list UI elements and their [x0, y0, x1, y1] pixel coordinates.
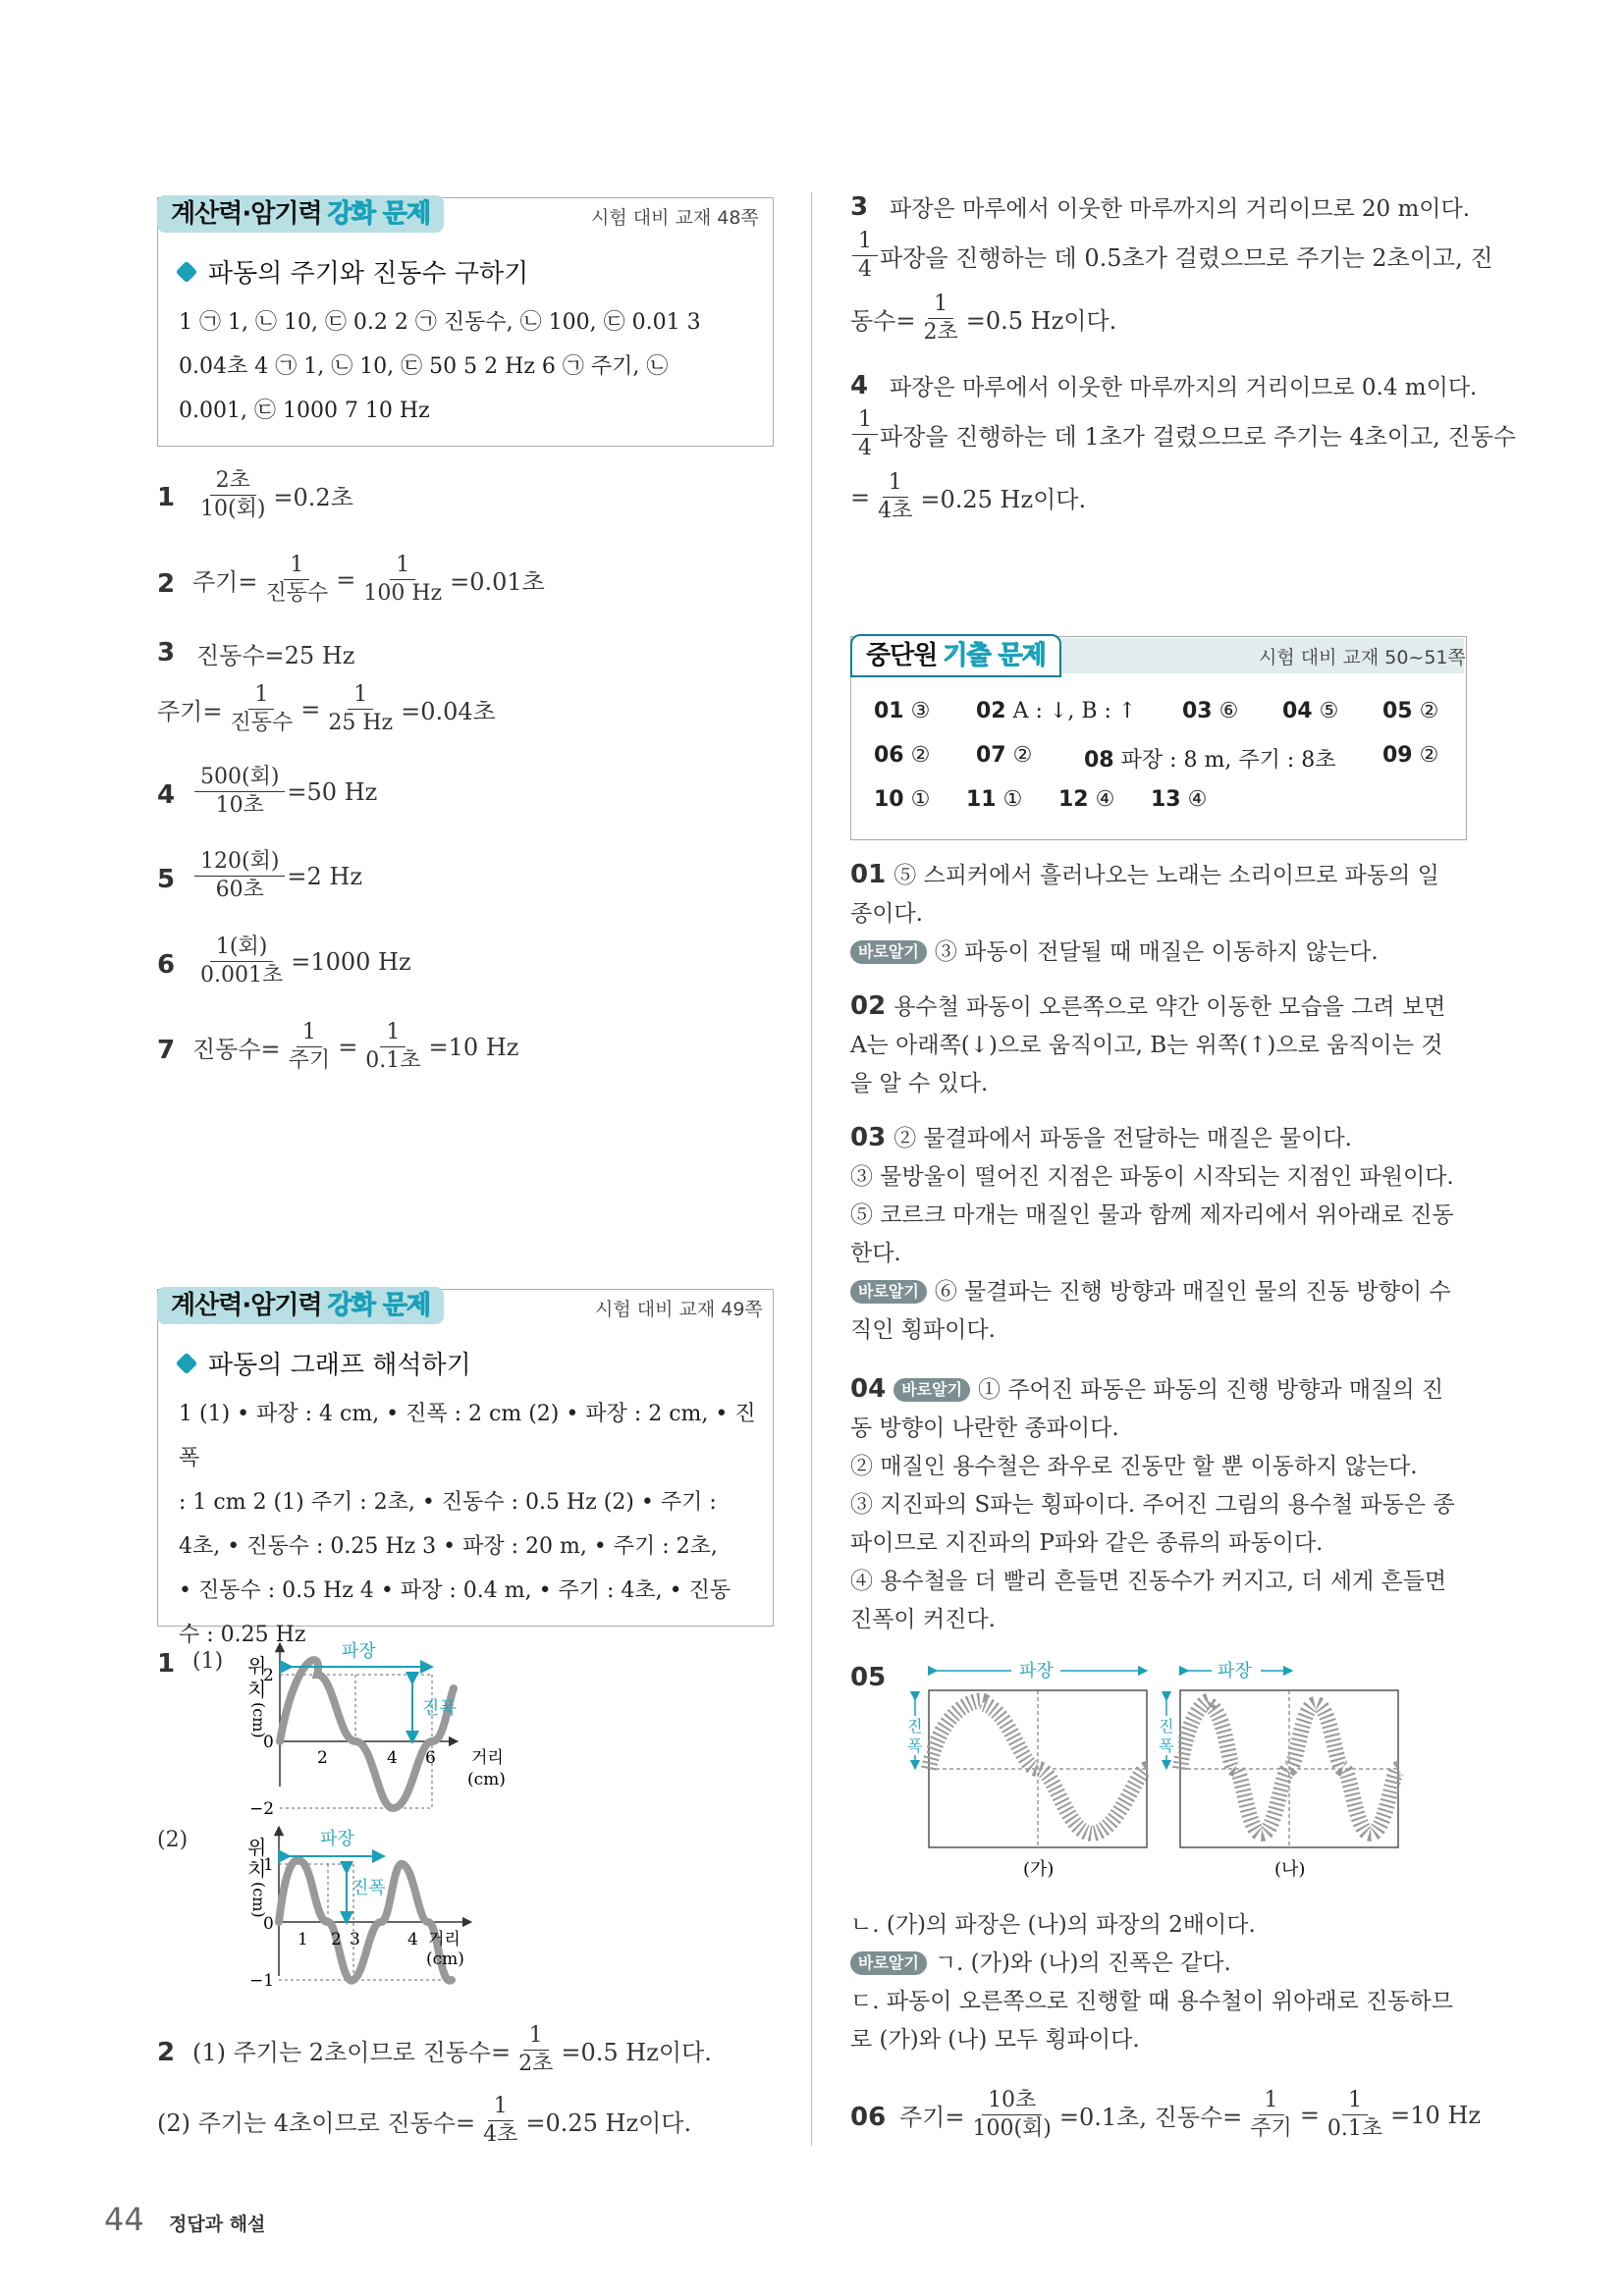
fraction-numerator: 1	[390, 552, 415, 580]
fraction-numerator: 1	[1342, 2087, 1368, 2115]
correction-badge: 바로알기	[850, 1280, 927, 1304]
solution-equation	[192, 934, 411, 989]
answer-item	[1151, 787, 1207, 812]
tag-part-a: 중단원	[850, 634, 941, 677]
solution-text: ③ 파동이 전달될 때 매질은 이동하지 않는다.	[934, 939, 1379, 965]
y-tick-label: 1	[263, 1855, 274, 1875]
wavelength-label: 파장	[342, 1641, 376, 1662]
fraction-denominator: 진동수	[230, 711, 294, 735]
answer-item	[1382, 699, 1438, 723]
answer-number: 09	[1382, 743, 1413, 768]
answer-line: : 1 cm 2 (1) 주기 : 2초, • 진동수 : 0.5 Hz (2) • 주기 :	[179, 1490, 717, 1515]
answer-item	[1282, 699, 1338, 723]
x-tick-label: 1	[298, 1930, 308, 1949]
solution-text: 파장을 진행하는 데 1초가 걸렸으므로 주기는 4초이고, 진동수	[880, 423, 1516, 451]
solution-text: ⑤ 스피커에서 흘러나오는 노래는 소리이므로 파동의 일	[893, 863, 1439, 888]
graph-label: (1)	[192, 1649, 224, 1674]
solution-equation	[192, 467, 353, 523]
answer-number: 03	[1182, 699, 1213, 723]
answer-item	[874, 743, 930, 768]
question-number: 02	[850, 991, 887, 1021]
solution-equation	[192, 848, 362, 904]
fraction-denominator: 4초	[483, 2122, 518, 2147]
equation-result: =0.04초	[401, 698, 496, 725]
answer-number: 05	[1382, 699, 1413, 723]
solution-line	[850, 406, 1516, 462]
solution-text: 동수=	[850, 307, 916, 335]
wavelength-label: 파장	[1019, 1661, 1054, 1682]
graph-label: (2)	[157, 1828, 189, 1852]
fraction-denominator: 0.1초	[365, 1048, 421, 1073]
solution-number: 1	[157, 1649, 176, 1679]
box-title	[179, 253, 528, 290]
x-axis-unit: (cm)	[467, 1770, 506, 1789]
solution-text: ③ 물방울이 떨어진 지점은 파동이 시작되는 지점인 파원이다.	[850, 1164, 1454, 1190]
correction-badge: 바로알기	[850, 940, 927, 964]
y-label-char: 위	[247, 1836, 267, 1859]
solution-text: ㄱ. (가)와 (나)의 진폭은 같다.	[934, 1950, 1231, 1976]
solution-equation	[192, 1019, 518, 1075]
answer-item	[976, 699, 1136, 723]
answer-value: ①	[1002, 787, 1023, 812]
box-answers	[179, 1392, 758, 1657]
answer-value: ②	[1419, 699, 1439, 723]
answer-value: A : ↓, B : ↑	[1012, 699, 1137, 723]
answer-item	[1084, 743, 1336, 774]
amplitude-label: 폭	[1159, 1736, 1174, 1755]
fraction-denominator: 10(회)	[200, 497, 266, 521]
wave-curve	[280, 1660, 454, 1808]
equation-lead: (2) 주기는 4초이므로 진동수=	[157, 2109, 476, 2137]
amplitude-label: 진	[907, 1717, 923, 1735]
solution-line: 파장은 마루에서 이웃한 마루까지의 거리이므로 20 m이다.	[890, 196, 1471, 222]
solution-text: ② 물결파에서 파동을 전달하는 매질은 물이다.	[893, 1126, 1352, 1151]
fraction-numerator: 1	[297, 1019, 322, 1047]
panel-caption-b: (나)	[1274, 1859, 1306, 1880]
answer-line: 0.001, ㉢ 1000 7 10 Hz	[179, 399, 430, 423]
answer-value: ③	[910, 699, 931, 723]
solution-number: 4	[850, 371, 869, 400]
solution-equation	[192, 2022, 712, 2078]
answer-number: 08	[1084, 748, 1114, 773]
x-tick-label: 4	[387, 1748, 398, 1768]
x-axis-label: 거리	[471, 1748, 504, 1768]
fraction-numerator: 1	[348, 681, 373, 710]
page-number: 44	[104, 2201, 144, 2238]
fraction-numerator: 1	[523, 2022, 549, 2051]
fraction-denominator: 100 Hz	[363, 581, 443, 606]
solution-text: ② 매질인 용수철은 좌우로 진동만 할 뿐 이동하지 않는다.	[850, 1454, 1418, 1479]
answer-line: 1 (1) • 파장 : 4 cm, • 진폭 : 2 cm (2) • 파장 : 2 cm, • 진폭	[179, 1402, 756, 1470]
answer-number: 02	[976, 699, 1006, 723]
solution-02	[850, 988, 1469, 1103]
fraction-denominator: 4	[858, 257, 872, 282]
solution-equation	[192, 764, 377, 820]
fraction-numerator: 2초	[210, 467, 256, 496]
solution-text: 로 (가)와 (나) 모두 횡파이다.	[850, 2027, 1140, 2053]
solution-number: 5	[157, 865, 176, 894]
solution-text: 파이므로 지진파의 P파와 같은 종류의 파동이다.	[850, 1530, 1324, 1556]
answer-line: 4초, • 진동수 : 0.25 Hz 3 • 파장 : 20 m, • 주기 : 2초,	[179, 1534, 718, 1559]
solution-text: ① 주어진 파동은 파동의 진행 방향과 매질의 진	[978, 1377, 1444, 1403]
question-number: 04	[850, 1374, 887, 1404]
tag-part-b: 기출 문제	[941, 634, 1061, 677]
y-label-char: 치	[247, 1857, 267, 1881]
y-unit: (cm)	[249, 1702, 268, 1738]
fraction-denominator: 25 Hz	[328, 711, 394, 735]
fraction-denominator: 2초	[923, 320, 958, 345]
y-unit: (cm)	[249, 1882, 268, 1918]
solution-line	[850, 469, 1086, 525]
solution-text: =	[850, 483, 871, 511]
solution-text: 종이다.	[850, 901, 923, 927]
panel-caption-a: (가)	[1023, 1859, 1055, 1880]
equals-sign: =	[300, 695, 321, 723]
fraction-denominator: 2초	[518, 2052, 554, 2076]
y-tick-label: 0	[263, 1733, 274, 1752]
answer-value: ④	[1187, 787, 1208, 812]
solution-number: 3	[850, 192, 869, 222]
wave-graph-1	[236, 1639, 609, 1819]
question-number: 01	[850, 860, 887, 889]
y-label-char: 치	[247, 1678, 267, 1701]
fraction-numerator: 1	[1259, 2087, 1284, 2115]
answer-number: 04	[1282, 699, 1313, 723]
correction-badge: 바로알기	[850, 1951, 927, 1975]
question-number: 03	[850, 1123, 887, 1152]
answer-item	[1058, 787, 1114, 812]
answer-item	[966, 787, 1022, 812]
fraction-denominator: 주기	[1250, 2116, 1292, 2141]
textbook-reference: 시험 대비 교재 50~51쪽	[1259, 647, 1466, 668]
fraction-denominator: 4	[858, 436, 872, 460]
solution-text: 직인 횡파이다.	[850, 1317, 996, 1343]
diamond-bullet-icon	[176, 1352, 198, 1374]
solution-text: 용수철 파동이 오른쪽으로 약간 이동한 모습을 그려 보면	[893, 994, 1446, 1020]
solution-05	[850, 1906, 1469, 2059]
fraction-numerator: 1	[488, 2093, 514, 2121]
amplitude-label: 폭	[907, 1736, 923, 1755]
fraction-denominator: 60초	[215, 878, 264, 902]
x-tick-label: 2	[331, 1930, 342, 1949]
fraction-denominator: 4초	[878, 499, 913, 523]
solution-number: 1	[157, 483, 176, 512]
answer-line: 수 : 0.25 Hz	[179, 1623, 306, 1647]
answer-item	[976, 743, 1032, 768]
fraction-numerator: 1	[852, 406, 878, 435]
answer-line: 1 ㉠ 1, ㉡ 10, ㉢ 0.2 2 ㉠ 진동수, ㉡ 100, ㉢ 0.01 3	[179, 310, 701, 335]
column-divider	[811, 192, 812, 2146]
answer-item	[1182, 699, 1238, 723]
fraction-numerator: 1	[883, 469, 908, 498]
wavelength-label: 파장	[1218, 1661, 1252, 1682]
fraction-numerator: 1(회)	[210, 934, 273, 962]
amplitude-label: 진	[1159, 1717, 1174, 1735]
solution-text: ㄴ. (가)의 파장은 (나)의 파장의 2배이다.	[850, 1912, 1256, 1938]
answer-number: 10	[874, 787, 904, 812]
box-tag	[850, 634, 1061, 677]
answer-value: ⑥	[1218, 699, 1239, 723]
question-number: 06	[850, 2103, 887, 2132]
tag-part-b: 강화 문제	[326, 1287, 445, 1324]
textbook-reference: 시험 대비 교재 48쪽	[591, 207, 759, 229]
y-label-char: 위	[247, 1654, 267, 1678]
tag-part-b: 강화 문제	[326, 195, 445, 233]
fraction-numerator: 500(회)	[194, 764, 285, 792]
answer-number: 01	[874, 699, 904, 723]
equals-sign: =	[338, 1033, 358, 1061]
solution-number: 2	[157, 569, 176, 599]
solution-number: 4	[157, 780, 176, 810]
wavelength-label: 파장	[320, 1829, 354, 1849]
solution-text: 진폭이 커진다.	[850, 1607, 996, 1632]
equation-lead: 진동수=	[192, 1036, 281, 1063]
box-tag	[157, 1287, 444, 1324]
spring-wave-figure	[903, 1657, 1434, 1893]
equation-mid: =0.1초, 진동수=	[1058, 2104, 1243, 2131]
fraction-denominator: 진동수	[265, 581, 329, 606]
box-tag	[157, 195, 444, 233]
solution-line	[850, 228, 1493, 284]
solution-equation	[899, 2087, 1481, 2143]
solution-equation	[192, 552, 545, 608]
answer-value: ②	[1419, 743, 1439, 768]
equation-lead: (1) 주기는 2초이므로 진동수=	[192, 2039, 512, 2066]
answer-value: ②	[1012, 743, 1033, 768]
solution-text: A는 아래쪽(↓)으로 움직이고, B는 위쪽(↑)으로 움직이는 것	[850, 1033, 1443, 1058]
solution-04	[850, 1370, 1469, 1639]
solution-text: =0.5 Hz이다.	[965, 307, 1117, 335]
x-tick-label: 3	[350, 1930, 360, 1949]
solution-number: 6	[157, 950, 176, 980]
x-tick-label: 4	[407, 1930, 418, 1949]
answer-number: 13	[1151, 787, 1181, 812]
equation-result: =0.25 Hz이다.	[525, 2109, 692, 2137]
answer-value: ⑤	[1319, 699, 1339, 723]
wave-graph-2	[236, 1821, 609, 1998]
amplitude-label: 진폭	[422, 1698, 457, 1719]
answer-number: 06	[874, 743, 904, 768]
equation-lead: 주기=	[192, 568, 258, 596]
solution-text: 한다.	[850, 1241, 901, 1266]
diamond-bullet-icon	[176, 260, 198, 283]
equation-result: =1000 Hz	[291, 947, 411, 976]
solution-text: 을 알 수 있다.	[850, 1071, 989, 1096]
solution-text: ⑤ 코르크 마개는 매질인 물과 함께 제자리에서 위아래로 진동	[850, 1202, 1454, 1228]
solution-text: =0.25 Hz이다.	[920, 486, 1087, 513]
correction-badge: 바로알기	[893, 1378, 970, 1402]
fraction-numerator: 120(회)	[194, 848, 285, 877]
question-number: 05	[850, 1663, 887, 1692]
y-tick-label: −1	[249, 1971, 275, 1991]
equation-result: =10 Hz	[1390, 2101, 1482, 2129]
equation-result: =0.01초	[450, 568, 545, 596]
y-tick-label: −2	[249, 1799, 275, 1819]
fraction-denominator: 100(회)	[972, 2116, 1052, 2141]
equals-sign: =	[1299, 2101, 1320, 2129]
y-tick-label: 2	[263, 1666, 274, 1685]
equation-result: =50 Hz	[287, 777, 378, 806]
answer-number: 11	[966, 787, 997, 812]
equation-result: =0.5 Hz이다.	[561, 2039, 712, 2066]
fraction-denominator: 10초	[215, 793, 264, 818]
answer-number: 12	[1058, 787, 1089, 812]
y-tick-label: 0	[263, 1914, 274, 1934]
solution-text: ㄷ. 파동이 오른쪽으로 진행할 때 용수철이 위아래로 진동하므	[850, 1989, 1453, 2014]
box-title-text: 파동의 그래프 해석하기	[208, 1351, 471, 1380]
textbook-reference: 시험 대비 교재 49쪽	[595, 1299, 763, 1320]
fraction-numerator: 1	[928, 291, 953, 319]
solution-text: ④ 용수철을 더 빨리 흔들면 진동수가 커지고, 더 세게 흔들면	[850, 1569, 1447, 1594]
solution-line: 파장은 마루에서 이웃한 마루까지의 거리이므로 0.4 m이다.	[890, 375, 1478, 400]
box-title	[179, 1345, 471, 1381]
solution-equation	[157, 2093, 691, 2149]
answer-grid	[874, 699, 1453, 817]
tag-part-a: 계산력·암기력	[157, 1287, 326, 1324]
fraction-numerator: 1	[380, 1019, 406, 1047]
solution-03	[850, 1119, 1469, 1350]
fraction-numerator: 1	[248, 681, 274, 710]
answer-value: 파장 : 8 m, 주기 : 8초	[1120, 748, 1336, 773]
x-tick-label: 2	[317, 1748, 328, 1768]
answer-line: • 진동수 : 0.5 Hz 4 • 파장 : 0.4 m, • 주기 : 4초, • 진동	[179, 1578, 731, 1603]
equation-result: =2 Hz	[287, 862, 363, 890]
amplitude-label: 진폭	[352, 1878, 386, 1898]
box-title-text: 파동의 주기와 진동수 구하기	[208, 259, 529, 289]
equation-lead: 주기=	[899, 2104, 965, 2131]
answer-item	[1382, 743, 1438, 768]
fraction-denominator: 0.001초	[200, 963, 284, 988]
equation-lead: 주기=	[157, 698, 223, 725]
answer-value: ④	[1095, 787, 1115, 812]
answer-value: ①	[910, 787, 931, 812]
box-answers	[179, 300, 758, 433]
answer-item	[874, 699, 930, 723]
x-axis-label: 거리	[428, 1930, 460, 1949]
equation-result: =10 Hz	[428, 1033, 519, 1061]
solution-number: 2	[157, 2038, 176, 2067]
fraction-numerator: 10초	[982, 2087, 1042, 2115]
solution-text: ③ 지진파의 S파는 횡파이다. 주어진 그림의 용수철 파동은 종	[850, 1492, 1455, 1518]
x-axis-unit: (cm)	[426, 1949, 464, 1969]
solution-text: 동 방향이 나란한 종파이다.	[850, 1415, 1119, 1441]
solution-number: 3	[157, 638, 176, 667]
fraction-denominator: 0.1초	[1326, 2116, 1383, 2141]
fraction-numerator: 1	[284, 552, 309, 580]
solution-text: ⑥ 물결파는 진행 방향과 매질인 물의 진동 방향이 수	[934, 1279, 1451, 1305]
solution-01	[850, 856, 1469, 972]
answer-value: ②	[910, 743, 931, 768]
solution-line: 진동수=25 Hz	[196, 642, 355, 669]
answer-line: 0.04초 4 ㉠ 1, ㉡ 10, ㉢ 50 5 2 Hz 6 ㉠ 주기, ㉡	[179, 354, 669, 379]
tag-part-a: 계산력·암기력	[157, 195, 326, 233]
answer-item	[874, 787, 930, 812]
solution-line	[850, 291, 1116, 347]
answer-number: 07	[976, 743, 1006, 768]
solution-number: 7	[157, 1036, 176, 1065]
fraction-numerator: 1	[852, 228, 878, 256]
footer-label: 정답과 해설	[169, 2214, 266, 2235]
solution-text: 파장을 진행하는 데 0.5초가 걸렸으므로 주기는 2초이고, 진	[880, 244, 1493, 272]
solution-equation	[157, 681, 496, 737]
fraction-denominator: 주기	[288, 1048, 331, 1073]
equals-sign: =	[336, 565, 356, 594]
equation-result: =0.2초	[273, 484, 353, 511]
x-tick-label: 6	[425, 1748, 436, 1768]
